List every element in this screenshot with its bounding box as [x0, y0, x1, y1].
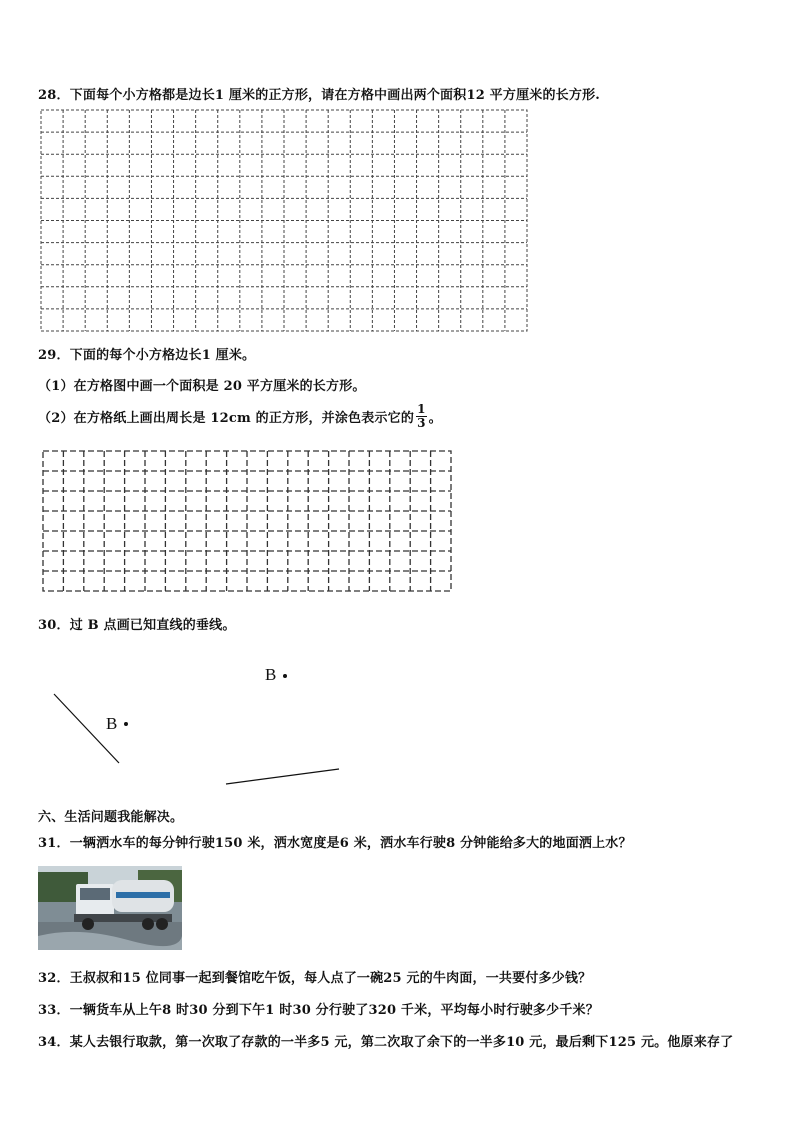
question-31: 31．一辆洒水车的每分钟行驶150 米，洒水宽度是6 米，洒水车行驶8 分钟能给多大的地面洒上水？	[38, 836, 632, 851]
point-b-label-upper: B	[265, 665, 277, 684]
given-line-diagonal	[54, 694, 119, 763]
question-29-part-2-end: 。	[428, 411, 442, 426]
question-29-part-1: （1）在方格图中画一个面积是 20 平方厘米的长方形。	[38, 379, 366, 394]
fraction-numerator: 1	[417, 402, 426, 416]
question-33: 33．一辆货车从上午8 时30 分到下午1 时30 分行驶了320 千米，平均每小时行驶多少千米？	[38, 1003, 599, 1018]
point-b-label-lower: B	[106, 714, 118, 733]
section-6-title: 六、生活问题我能解决。	[38, 810, 184, 825]
fraction-denominator: 3	[417, 416, 426, 430]
question-29: 29．下面的每个小方格边长1 厘米。	[38, 348, 256, 363]
question-28: 28．下面每个小方格都是边长1 厘米的正方形，请在方格中画出两个面积12 平方厘米的长方形.	[38, 88, 601, 103]
water-truck-photo	[38, 866, 182, 950]
question-34: 34．某人去银行取款，第一次取了存款的一半多5 元，第二次取了余下的一半多10 元，最后剩下125 元。他原来存了	[38, 1035, 734, 1050]
question-32: 32．王叔叔和15 位同事一起到餐馆吃午饭，每人点了一碗25 元的牛肉面，一共要付多少钱？	[38, 971, 592, 986]
given-line-horizontal	[226, 769, 339, 784]
question-30: 30．过 B 点画已知直线的垂线。	[38, 618, 236, 633]
question-29-part-2-text: （2）在方格纸上画出周长是 12cm 的正方形，并涂色表示它的	[38, 411, 415, 426]
